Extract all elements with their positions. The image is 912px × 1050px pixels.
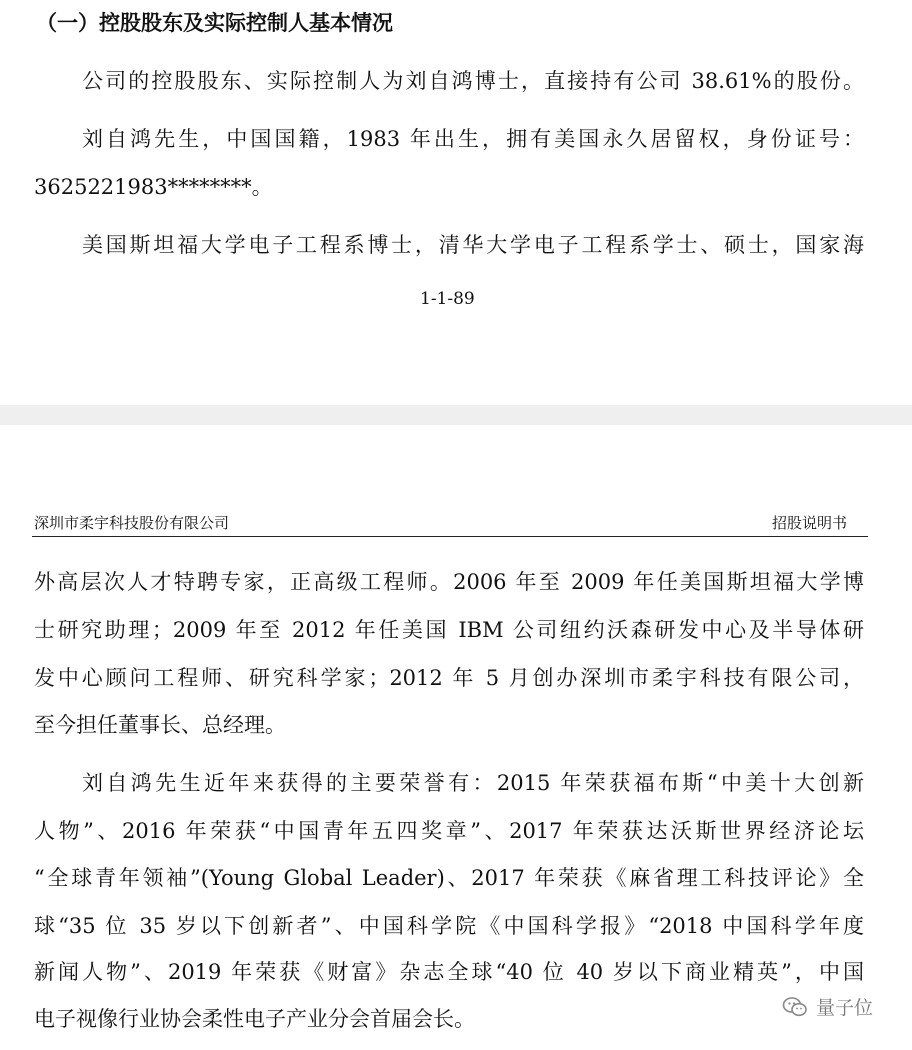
paragraph-line: 至今担任董事长、总经理。 (34, 713, 286, 737)
page-number: 1-1-89 (420, 289, 475, 309)
paragraph-line: 人物”、2016 年荣获“中国青年五四奖章”、2017 年荣获达沃斯世界经济论坛 (34, 819, 864, 843)
paragraph-line: 士研究助理；2009 年至 2012 年任美国 IBM 公司纽约沃森研发中心及半导体研 (34, 618, 864, 642)
document-page-bottom (0, 425, 912, 1050)
paragraph-line: 刘自鸿先生近年来获得的主要荣誉有：2015 年荣获福布斯“中美十大创新 (82, 771, 864, 795)
section-heading: （一）控股股东及实际控制人基本情况 (36, 10, 393, 35)
paragraph-line: 新闻人物”、2019 年荣获《财富》杂志全球“40 位 40 岁以下商业精英”，中国 (34, 960, 864, 984)
paragraph-line: 3625221983********。 (34, 175, 273, 199)
watermark (782, 993, 873, 1020)
paragraph-line: 刘自鸿先生，中国国籍，1983 年出生，拥有美国永久居留权，身份证号： (82, 127, 864, 151)
header-document-title: 招股说明书 (772, 514, 848, 532)
paragraph-line: 电子视像行业协会柔性电子产业分会首届会长。 (34, 1007, 475, 1031)
paragraph-line: 发中心顾问工程师、研究科学家；2012 年 5 月创办深圳市柔宇科技有限公司， (34, 666, 864, 690)
paragraph-line: “全球青年领袖”(Young Global Leader)、2017 年荣获《麻省理工科技评论》全 (34, 866, 864, 890)
wechat-icon (782, 995, 808, 1019)
document-page-top (0, 0, 912, 405)
paragraph-line: 外高层次人才特聘专家，正高级工程师。2006 年至 2009 年任美国斯坦福大学博 (34, 570, 864, 594)
paragraph-line: 美国斯坦福大学电子工程系博士，清华大学电子工程系学士、硕士，国家海 (82, 233, 864, 257)
header-company-name: 深圳市柔宇科技股份有限公司 (34, 514, 230, 532)
page-separator (0, 405, 912, 425)
watermark-text: 量子位 (816, 997, 874, 1019)
paragraph-line: 公司的控股股东、实际控制人为刘自鸿博士，直接持有公司 38.61%的股份。 (82, 69, 864, 93)
paragraph-line: 球“35 位 35 岁以下创新者”、中国科学院《中国科学报》“2018 中国科学年度 (34, 914, 864, 938)
header-rule (32, 536, 868, 537)
